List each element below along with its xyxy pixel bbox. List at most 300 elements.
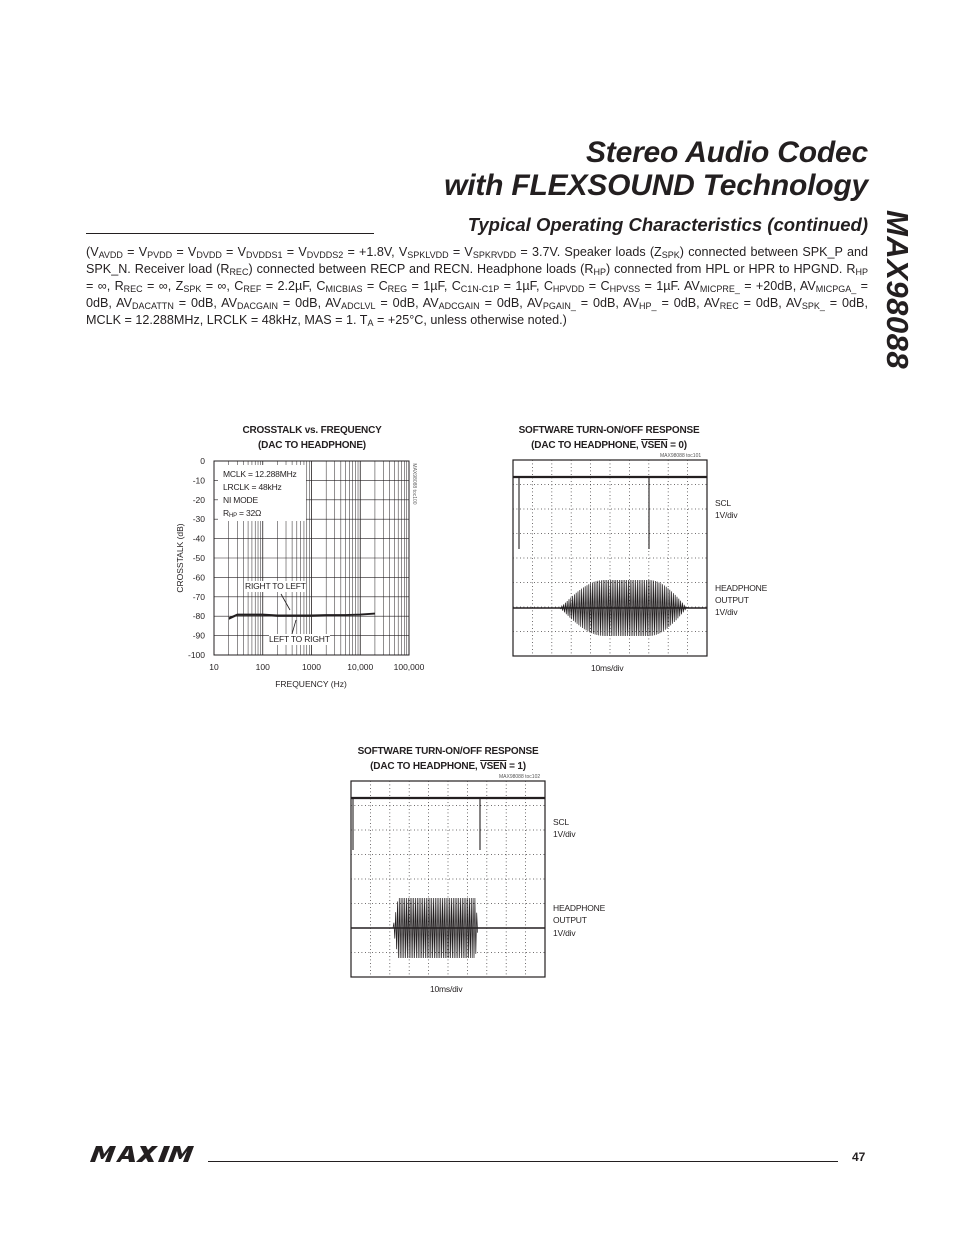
scope-grid-dot bbox=[576, 582, 577, 583]
scope-grid-dot bbox=[629, 558, 630, 559]
scope-grid-dot bbox=[506, 946, 507, 947]
scope-grid-dot bbox=[486, 823, 487, 824]
scope-grid-dot bbox=[611, 509, 612, 510]
scope-grid-dot bbox=[571, 534, 572, 535]
scope-grid-dot bbox=[590, 642, 591, 643]
scope-grid-dot bbox=[428, 960, 429, 961]
scope-grid-dot bbox=[506, 781, 507, 782]
graph2-trace2-label2: OUTPUT bbox=[715, 595, 749, 605]
scope-grid-dot bbox=[548, 558, 549, 559]
scope-grid-dot bbox=[687, 530, 688, 531]
scope-grid-dot bbox=[370, 925, 371, 926]
scope-grid-dot bbox=[648, 460, 649, 461]
scope-grid-dot bbox=[671, 631, 672, 632]
scope-grid-dot bbox=[681, 558, 682, 559]
scope-grid-dot bbox=[664, 631, 665, 632]
scope-grid-dot bbox=[551, 492, 552, 493]
scope-grid-dot bbox=[538, 582, 539, 583]
scope-grid-dot bbox=[467, 785, 468, 786]
scope-grid-dot bbox=[369, 854, 370, 855]
scope-grid-dot bbox=[538, 558, 539, 559]
scope-grid-dot bbox=[486, 974, 487, 975]
scope-grid-dot bbox=[524, 484, 525, 485]
scope-grid-dot bbox=[355, 879, 356, 880]
scope-grid-dot bbox=[506, 879, 507, 880]
scope-grid-dot bbox=[428, 854, 429, 855]
scope-grid-dot bbox=[551, 646, 552, 647]
scope-grid-dot bbox=[590, 621, 591, 622]
scope-grid-dot bbox=[525, 872, 526, 873]
graph1-xtick-label: 100,000 bbox=[393, 662, 425, 672]
scope-grid-dot bbox=[370, 893, 371, 894]
scope-grid-dot bbox=[505, 854, 506, 855]
scope-grid-dot bbox=[532, 474, 533, 475]
scope-grid-dot bbox=[389, 932, 390, 933]
scope-grid-dot bbox=[532, 488, 533, 489]
scope-grid-dot bbox=[590, 520, 591, 521]
scope-grid-dot bbox=[608, 533, 609, 534]
scope-grid-dot bbox=[540, 805, 541, 806]
scope-grid-dot bbox=[448, 956, 449, 957]
scope-grid-dot bbox=[411, 879, 412, 880]
scope-grid-dot bbox=[525, 848, 526, 849]
scope-grid-dot bbox=[362, 952, 363, 953]
scope-grid-dot bbox=[448, 816, 449, 817]
scope-grid-dot bbox=[389, 781, 390, 782]
scope-grid-dot bbox=[404, 903, 405, 904]
scope-grid-dot bbox=[583, 582, 584, 583]
scope-grid-dot bbox=[409, 907, 410, 908]
scope-grid-dot bbox=[571, 464, 572, 465]
scope-grid-dot bbox=[678, 582, 679, 583]
scope-grid-dot bbox=[538, 533, 539, 534]
scope-grid-dot bbox=[525, 813, 526, 814]
scope-grid-dot bbox=[571, 642, 572, 643]
scope-grid-dot bbox=[506, 949, 507, 950]
scope-grid-dot bbox=[653, 484, 654, 485]
scope-grid-dot bbox=[517, 484, 518, 485]
scope-grid-dot bbox=[517, 533, 518, 534]
scope-grid-dot bbox=[389, 872, 390, 873]
scope-grid-dot bbox=[571, 558, 572, 559]
scope-grid-dot bbox=[428, 883, 429, 884]
scope-grid-dot bbox=[668, 527, 669, 528]
scope-grid-dot bbox=[551, 618, 552, 619]
scope-grid-dot bbox=[428, 879, 429, 880]
scope-grid-dot bbox=[533, 952, 534, 953]
scope-grid-dot bbox=[370, 820, 371, 821]
graph1-code: MAX98088 toc100 bbox=[411, 463, 417, 505]
scope-grid-dot bbox=[685, 631, 686, 632]
scope-grid-dot bbox=[393, 830, 394, 831]
scope-grid-dot bbox=[525, 795, 526, 796]
scope-grid-dot bbox=[629, 642, 630, 643]
scope-grid-dot bbox=[569, 582, 570, 583]
scope-grid-dot bbox=[590, 565, 591, 566]
scope-grid-dot bbox=[370, 827, 371, 828]
scope-grid-dot bbox=[532, 502, 533, 503]
scope-grid-dot bbox=[474, 879, 475, 880]
scope-grid-dot bbox=[533, 830, 534, 831]
scope-grid-dot bbox=[610, 520, 611, 521]
scope-grid-dot bbox=[449, 854, 450, 855]
scope-grid-dot bbox=[531, 509, 532, 510]
scope-grid-dot bbox=[397, 854, 398, 855]
graph3-title-prefix: (DAC TO HEADPHONE, bbox=[370, 761, 481, 772]
scope-grid-dot bbox=[370, 953, 371, 954]
scope-grid-dot bbox=[409, 900, 410, 901]
scope-grid-dot bbox=[467, 837, 468, 838]
scope-grid-dot bbox=[687, 551, 688, 552]
scope-grid-dot bbox=[687, 632, 688, 633]
scope-grid-dot bbox=[389, 967, 390, 968]
scope-grid-dot bbox=[527, 631, 528, 632]
scope-grid-dot bbox=[428, 802, 429, 803]
scope-grid-dot bbox=[551, 604, 552, 605]
scope-grid-dot bbox=[608, 509, 609, 510]
scope-grid-dot bbox=[448, 963, 449, 964]
scope-grid-dot bbox=[386, 879, 387, 880]
scope-grid-dot bbox=[611, 533, 612, 534]
scope-grid-dot bbox=[409, 886, 410, 887]
scope-grid-dot bbox=[562, 533, 563, 534]
scope-grid-dot bbox=[428, 967, 429, 968]
scope-grid-dot bbox=[414, 854, 415, 855]
scope-grid-dot bbox=[486, 837, 487, 838]
scope-grid-dot bbox=[470, 879, 471, 880]
scope-grid-dot bbox=[687, 492, 688, 493]
scope-grid-dot bbox=[601, 558, 602, 559]
scope-grid-dot bbox=[519, 854, 520, 855]
scope-grid-dot bbox=[506, 851, 507, 852]
scope-grid-dot bbox=[491, 879, 492, 880]
scope-grid-dot bbox=[486, 802, 487, 803]
scope-grid-dot bbox=[580, 484, 581, 485]
scope-grid-dot bbox=[622, 558, 623, 559]
scope-grid-dot bbox=[486, 841, 487, 842]
scope-grid-dot bbox=[525, 841, 526, 842]
scope-grid-dot bbox=[629, 565, 630, 566]
scope-grid-dot bbox=[571, 565, 572, 566]
scope-grid-dot bbox=[486, 921, 487, 922]
scope-grid-dot bbox=[532, 618, 533, 619]
scope-grid-dot bbox=[532, 642, 533, 643]
scope-grid-dot bbox=[571, 530, 572, 531]
scope-grid-dot bbox=[552, 558, 553, 559]
scope-grid-dot bbox=[506, 960, 507, 961]
scope-grid-dot bbox=[541, 631, 542, 632]
scope-grid-dot bbox=[376, 805, 377, 806]
graph1-xtick-label: 10,000 bbox=[347, 662, 374, 672]
scope-grid-dot bbox=[590, 492, 591, 493]
scope-grid-dot bbox=[372, 903, 373, 904]
scope-grid-dot bbox=[532, 558, 533, 559]
scope-grid-dot bbox=[439, 879, 440, 880]
scope-grid-dot bbox=[428, 837, 429, 838]
scope-grid-dot bbox=[615, 484, 616, 485]
scope-grid-dot bbox=[411, 903, 412, 904]
scope-grid-dot bbox=[370, 921, 371, 922]
scope-grid-dot bbox=[699, 484, 700, 485]
scope-grid-dot bbox=[414, 830, 415, 831]
scope-grid-dot bbox=[530, 854, 531, 855]
scope-grid-dot bbox=[486, 851, 487, 852]
scope-grid-dot bbox=[532, 628, 533, 629]
scope-grid-dot bbox=[523, 903, 524, 904]
scope-grid-dot bbox=[622, 509, 623, 510]
scope-grid-dot bbox=[687, 513, 688, 514]
scope-grid-dot bbox=[486, 935, 487, 936]
scope-grid-dot bbox=[533, 903, 534, 904]
scope-grid-dot bbox=[571, 635, 572, 636]
scope-grid-dot bbox=[650, 484, 651, 485]
scope-grid-dot bbox=[400, 805, 401, 806]
scope-grid-dot bbox=[702, 533, 703, 534]
scope-grid-dot bbox=[587, 558, 588, 559]
scope-grid-dot bbox=[632, 558, 633, 559]
scope-grid-dot bbox=[573, 582, 574, 583]
scope-grid-dot bbox=[681, 533, 682, 534]
scope-grid-dot bbox=[484, 879, 485, 880]
scope-grid-dot bbox=[409, 960, 410, 961]
scope-grid-dot bbox=[370, 974, 371, 975]
graph1-xtick-label: 100 bbox=[255, 662, 270, 672]
scope-grid-dot bbox=[448, 806, 449, 807]
scope-grid-dot bbox=[513, 533, 514, 534]
scope-grid-dot bbox=[409, 802, 410, 803]
scope-grid-dot bbox=[506, 820, 507, 821]
scope-grid-dot bbox=[702, 509, 703, 510]
scope-grid-dot bbox=[390, 879, 391, 880]
scope-grid-dot bbox=[369, 903, 370, 904]
scope-grid-dot bbox=[610, 537, 611, 538]
graph1-label-right-to-left: RIGHT TO LEFT bbox=[245, 581, 306, 591]
scope-grid-dot bbox=[370, 967, 371, 968]
graph2-title-line2 bbox=[494, 438, 724, 453]
scope-grid-dot bbox=[486, 816, 487, 817]
scope-grid-dot bbox=[506, 921, 507, 922]
scope-grid-dot bbox=[407, 830, 408, 831]
scope-grid-dot bbox=[448, 827, 449, 828]
scope-grid-dot bbox=[571, 548, 572, 549]
scope-grid-dot bbox=[569, 509, 570, 510]
scope-grid-dot bbox=[632, 509, 633, 510]
scope-grid-dot bbox=[365, 903, 366, 904]
footer-rule bbox=[208, 1161, 838, 1162]
scope-grid-dot bbox=[421, 854, 422, 855]
scope-grid-dot bbox=[687, 516, 688, 517]
scope-grid-dot bbox=[636, 558, 637, 559]
scope-grid-dot bbox=[505, 879, 506, 880]
scope-grid-dot bbox=[695, 631, 696, 632]
scope-grid-dot bbox=[389, 848, 390, 849]
scope-grid-dot bbox=[370, 869, 371, 870]
scope-grid-dot bbox=[525, 897, 526, 898]
scope-grid-dot bbox=[506, 844, 507, 845]
scope-grid-dot bbox=[411, 854, 412, 855]
scope-grid-dot bbox=[692, 631, 693, 632]
scope-grid-dot bbox=[583, 484, 584, 485]
scope-grid-dot bbox=[610, 506, 611, 507]
scope-grid-dot bbox=[648, 467, 649, 468]
scope-grid-dot bbox=[538, 484, 539, 485]
scope-grid-dot bbox=[668, 642, 669, 643]
scope-grid-dot bbox=[525, 970, 526, 971]
scope-grid-dot bbox=[668, 485, 669, 486]
scope-grid-dot bbox=[668, 632, 669, 633]
scope-grid-dot bbox=[629, 488, 630, 489]
scope-grid-dot bbox=[421, 830, 422, 831]
scope-grid-dot bbox=[355, 854, 356, 855]
scope-grid-dot bbox=[516, 903, 517, 904]
scope-grid-dot bbox=[604, 509, 605, 510]
scope-grid-dot bbox=[486, 813, 487, 814]
scope-grid-dot bbox=[534, 533, 535, 534]
scope-grid-dot bbox=[370, 785, 371, 786]
scope-grid-dot bbox=[648, 471, 649, 472]
scope-grid-dot bbox=[687, 544, 688, 545]
scope-grid-dot bbox=[532, 562, 533, 563]
scope-grid-dot bbox=[551, 565, 552, 566]
scope-grid-dot bbox=[551, 597, 552, 598]
scope-grid-dot bbox=[530, 830, 531, 831]
scope-grid-dot bbox=[376, 830, 377, 831]
part-number-text: MAX98088 bbox=[880, 210, 915, 370]
scope-grid-dot bbox=[428, 869, 429, 870]
scope-grid-dot bbox=[525, 949, 526, 950]
scope-grid-dot bbox=[409, 792, 410, 793]
scope-grid-dot bbox=[566, 533, 567, 534]
scope-grid-dot bbox=[467, 830, 468, 831]
scope-grid-dot bbox=[660, 509, 661, 510]
scope-grid-dot bbox=[610, 541, 611, 542]
scope-grid-dot bbox=[615, 509, 616, 510]
scope-grid-dot bbox=[660, 484, 661, 485]
scope-grid-dot bbox=[486, 827, 487, 828]
scope-grid-dot bbox=[632, 484, 633, 485]
page-title-line-2: with FLEXSOUND Technology bbox=[444, 169, 868, 202]
scope-grid-dot bbox=[648, 555, 649, 556]
scope-grid-dot bbox=[648, 464, 649, 465]
scope-grid-dot bbox=[389, 841, 390, 842]
scope-grid-dot bbox=[610, 558, 611, 559]
scope-grid-dot bbox=[448, 802, 449, 803]
scope-grid-dot bbox=[409, 844, 410, 845]
scope-grid-dot bbox=[590, 464, 591, 465]
scope-grid-dot bbox=[687, 572, 688, 573]
scope-grid-dot bbox=[653, 533, 654, 534]
scope-grid-dot bbox=[590, 625, 591, 626]
scope-grid-dot bbox=[428, 809, 429, 810]
scope-grid-dot bbox=[668, 572, 669, 573]
scope-grid-dot bbox=[590, 628, 591, 629]
scope-grid-dot bbox=[498, 879, 499, 880]
scope-grid-dot bbox=[531, 484, 532, 485]
scope-grid-dot bbox=[667, 533, 668, 534]
scope-grid-dot bbox=[664, 582, 665, 583]
scope-grid-dot bbox=[611, 558, 612, 559]
scope-grid-dot bbox=[389, 844, 390, 845]
scope-grid-dot bbox=[551, 506, 552, 507]
scope-grid-dot bbox=[687, 576, 688, 577]
scope-grid-dot bbox=[370, 802, 371, 803]
scope-grid-dot bbox=[687, 586, 688, 587]
scope-grid-dot bbox=[484, 854, 485, 855]
scope-grid-dot bbox=[552, 484, 553, 485]
scope-grid-dot bbox=[648, 576, 649, 577]
scope-grid-dot bbox=[668, 530, 669, 531]
scope-grid-dot bbox=[486, 809, 487, 810]
scope-grid-dot bbox=[486, 872, 487, 873]
scope-grid-dot bbox=[448, 823, 449, 824]
scope-grid-dot bbox=[383, 830, 384, 831]
scope-grid-dot bbox=[498, 854, 499, 855]
scope-grid-dot bbox=[467, 970, 468, 971]
scope-grid-dot bbox=[506, 872, 507, 873]
scope-grid-dot bbox=[409, 795, 410, 796]
scope-grid-dot bbox=[590, 513, 591, 514]
scope-grid-dot bbox=[506, 890, 507, 891]
scope-grid-dot bbox=[667, 484, 668, 485]
scope-grid-dot bbox=[532, 639, 533, 640]
scope-grid-dot bbox=[532, 583, 533, 584]
scope-grid-dot bbox=[409, 963, 410, 964]
scope-grid-dot bbox=[506, 823, 507, 824]
scope-grid-dot bbox=[551, 488, 552, 489]
scope-grid-dot bbox=[389, 827, 390, 828]
scope-grid-dot bbox=[370, 851, 371, 852]
scope-grid-dot bbox=[397, 805, 398, 806]
scope-grid-dot bbox=[687, 474, 688, 475]
scope-grid-dot bbox=[538, 509, 539, 510]
scope-grid-dot bbox=[678, 558, 679, 559]
scope-grid-dot bbox=[590, 541, 591, 542]
scope-grid-dot bbox=[639, 533, 640, 534]
scope-grid-dot bbox=[540, 854, 541, 855]
scope-grid-dot bbox=[551, 495, 552, 496]
scope-grid-dot bbox=[566, 582, 567, 583]
scope-grid-dot bbox=[687, 625, 688, 626]
scope-grid-dot bbox=[590, 530, 591, 531]
scope-grid-dot bbox=[668, 506, 669, 507]
scope-grid-dot bbox=[409, 848, 410, 849]
scope-grid-dot bbox=[486, 911, 487, 912]
scope-grid-dot bbox=[559, 533, 560, 534]
scope-grid-dot bbox=[404, 805, 405, 806]
scope-grid-dot bbox=[702, 484, 703, 485]
scope-grid-dot bbox=[506, 911, 507, 912]
scope-grid-dot bbox=[537, 830, 538, 831]
scope-grid-dot bbox=[687, 653, 688, 654]
scope-grid-dot bbox=[532, 590, 533, 591]
scope-grid-dot bbox=[486, 893, 487, 894]
scope-grid-dot bbox=[448, 781, 449, 782]
scope-grid-dot bbox=[486, 848, 487, 849]
scope-grid-dot bbox=[486, 914, 487, 915]
scope-grid-dot bbox=[571, 628, 572, 629]
scope-grid-dot bbox=[525, 963, 526, 964]
scope-grid-dot bbox=[566, 631, 567, 632]
scope-grid-dot bbox=[370, 886, 371, 887]
scope-grid-dot bbox=[551, 471, 552, 472]
scope-grid-dot bbox=[571, 597, 572, 598]
scope-grid-dot bbox=[610, 464, 611, 465]
scope-grid-dot bbox=[532, 586, 533, 587]
scope-grid-dot bbox=[643, 631, 644, 632]
scope-grid-dot bbox=[370, 795, 371, 796]
scope-grid-dot bbox=[442, 854, 443, 855]
scope-grid-dot bbox=[590, 582, 591, 583]
